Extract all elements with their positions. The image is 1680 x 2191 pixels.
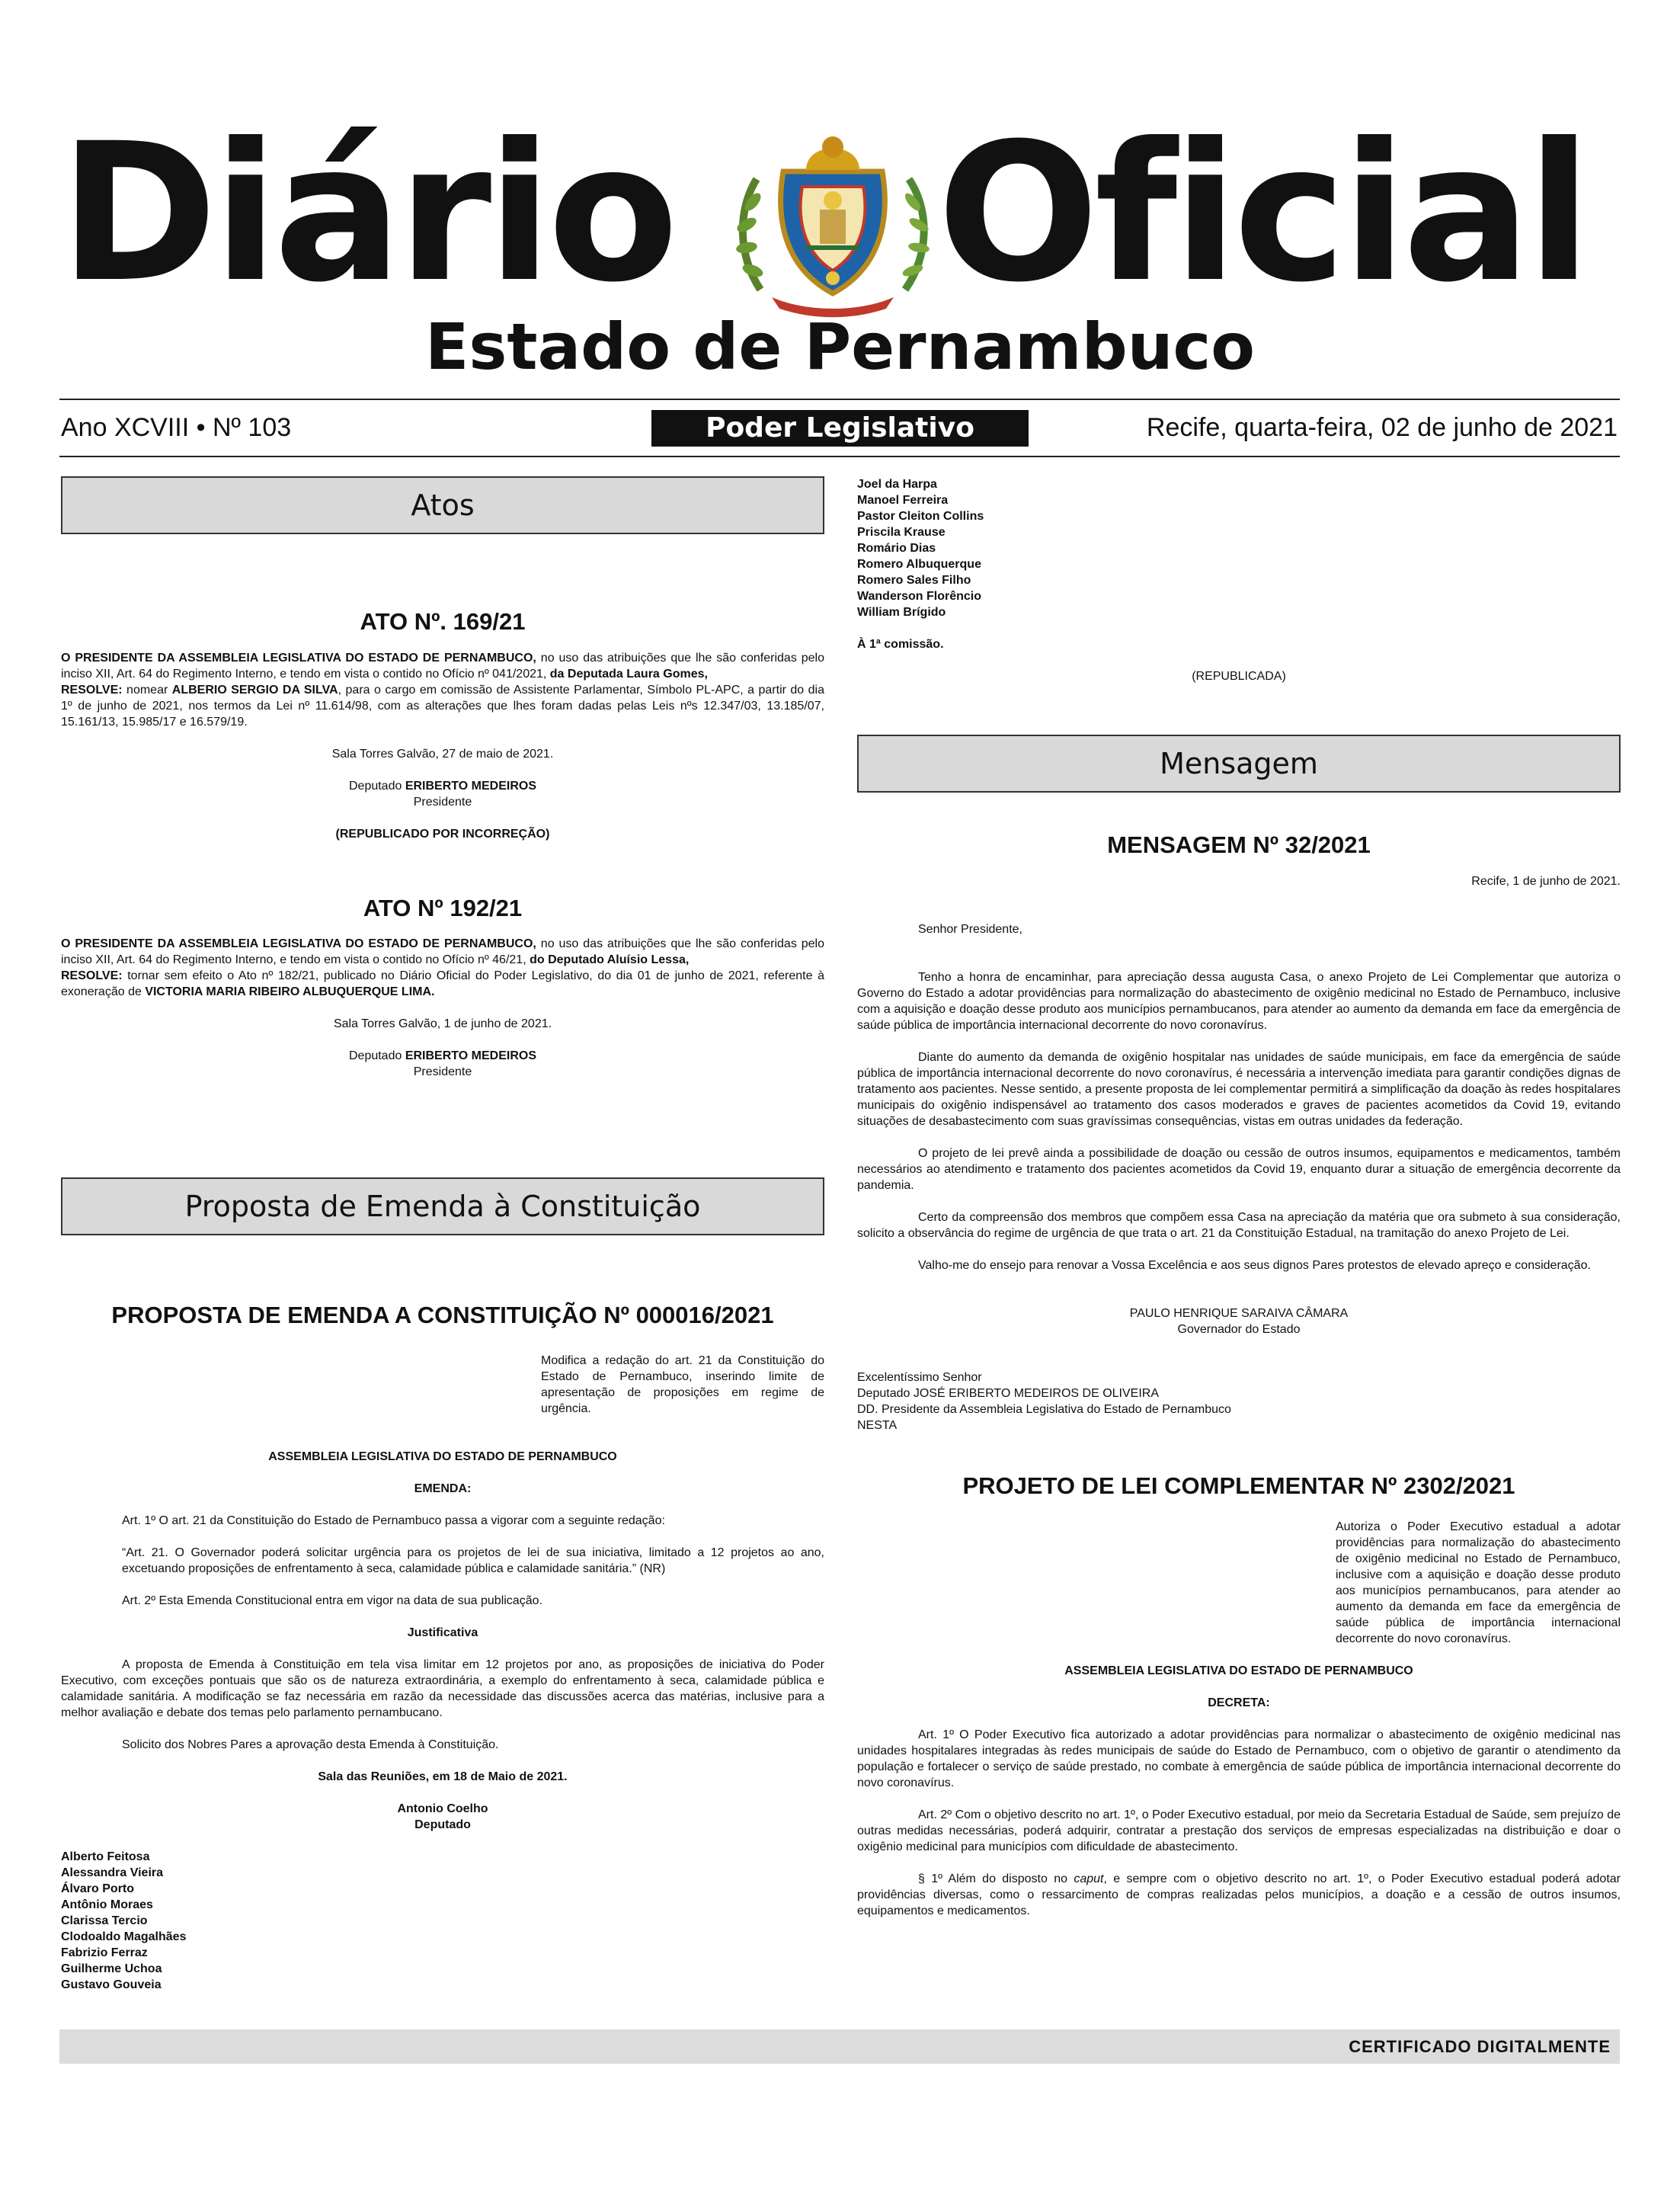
pec-justificativa: A proposta de Emenda à Constituição em tela visa limitar em 12 projetos por ano, as proposições de iniciativa do Poder Executivo, com exceções pontuais que são os de natureza extraordinária, a exemplo do enfrentamento à seca, calamidade pública e calamidade sanitária. A modificação se faz necessária em razão da necessidade das discussões acerca das matérias, inclusive para a melhor avaliação e debate dos temas pelo parlamento pernambucano. bbox=[61, 1658, 824, 1719]
pec-sala: Sala das Reuniões, em 18 de Maio de 2021. bbox=[318, 1770, 568, 1783]
masthead bbox=[59, 102, 1621, 324]
mensagem-title: MENSAGEM Nº 32/2021 bbox=[1107, 831, 1371, 858]
ato-169-preamble: O PRESIDENTE DA ASSEMBLEIA LEGISLATIVA DO ESTADO DE PERNAMBUCO, no uso das atribuições que lhe são conferidas pelo inciso XII, Art. 64 do Regimento Interno, e tendo em vista o contido no Ofício nº 041/2021, da Deputada Laura Gomes, bbox=[61, 652, 825, 681]
list-item: Guilherme Uchoa bbox=[61, 1962, 162, 1975]
issue-number: Ano XCVIII • Nº 103 bbox=[61, 413, 292, 442]
pec-cosigners-list-b bbox=[857, 476, 1621, 620]
list-item: NESTA bbox=[857, 1419, 898, 1432]
list-item: Priscila Krause bbox=[857, 526, 946, 539]
pec-art1: Art. 1º O art. 21 da Constituição do Estado de Pernambuco passa a vigorar com a seguinte redação: bbox=[122, 1514, 665, 1527]
ato-192-signer-role: Presidente bbox=[413, 1065, 472, 1078]
mensagem-governor: PAULO HENRIQUE SARAIVA CÂMARA bbox=[1129, 1307, 1349, 1320]
mensagem-governor-role: Governador do Estado bbox=[1177, 1323, 1301, 1336]
ato-169-resolve: RESOLVE: nomear ALBERIO SERGIO DA SILVA, para o cargo em comissão de Assistente Parlamentar, Símbolo PL-APC, a partir do dia 1º de junho de 2021, nos termos da Lei nº 11.614/98, com as alterações que lhes foram dadas pelas Leis nºs 12.347/03, 13.185/07, 15.161/13, 15.985/17 e 16.579/19. bbox=[61, 684, 825, 729]
pec-cosigners-list-a bbox=[61, 1849, 824, 1993]
list-item: Clodoaldo Magalhães bbox=[61, 1930, 187, 1943]
section-header-mensagem: Mensagem bbox=[857, 735, 1621, 793]
pec-title: PROPOSTA DE EMENDA A CONSTITUIÇÃO Nº 000016/2021 bbox=[111, 1302, 774, 1328]
right-column bbox=[857, 476, 1621, 1919]
list-item: Romero Sales Filho bbox=[857, 574, 971, 587]
masthead-title-right: Oficial bbox=[937, 102, 1588, 324]
pec-assembly: ASSEMBLEIA LEGISLATIVA DO ESTADO DE PERNAMBUCO bbox=[268, 1450, 617, 1463]
masthead-subtitle: Estado de Pernambuco bbox=[424, 309, 1256, 384]
list-item: Romero Albuquerque bbox=[857, 558, 981, 571]
pec-author-role: Deputado bbox=[414, 1818, 471, 1831]
list-item: Wanderson Florêncio bbox=[857, 590, 981, 603]
state-coat-of-arms-icon bbox=[730, 126, 936, 320]
ato-192-resolve: RESOLVE: tornar sem efeito o Ato nº 182/21, publicado no Diário Oficial do Poder Legislativo, do dia 01 de junho de 2021, referente à exoneração de VICTORIA MARIA RIBEIRO ALBUQUERQUE LIMA. bbox=[61, 969, 824, 998]
list-item: Pastor Cleiton Collins bbox=[857, 510, 984, 523]
left-column bbox=[61, 476, 824, 1993]
list-item: Manoel Ferreira bbox=[857, 494, 949, 507]
list-item: William Brígido bbox=[857, 606, 946, 619]
dateline: Recife, quarta-feira, 02 de junho de 2021 bbox=[1146, 413, 1618, 442]
branch-banner: Poder Legislativo bbox=[651, 410, 1029, 447]
list-item: Romário Dias bbox=[857, 542, 936, 555]
list-item: Clarissa Tercio bbox=[61, 1914, 148, 1927]
pec-quote: “Art. 21. O Governador poderá solicitar urgência para os projetos de lei de sua iniciativa, limitado a 12 projetos ao ano, excetuando proposições de enfrentamento à seca, calamidade pública e calamidade sanitária.” (NR) bbox=[122, 1546, 824, 1575]
list-item: Antônio Moraes bbox=[61, 1898, 153, 1911]
mensagem-date: Recife, 1 de junho de 2021. bbox=[1471, 875, 1621, 888]
footer-bar bbox=[59, 2029, 1620, 2064]
masthead-title-left: Diário bbox=[59, 102, 674, 324]
list-item: DD. Presidente da Assembleia Legislativa do Estado de Pernambuco bbox=[857, 1403, 1231, 1416]
plc-assembly: ASSEMBLEIA LEGISLATIVA DO ESTADO DE PERNAMBUCO bbox=[1064, 1664, 1413, 1677]
pec-justificativa-label: Justificativa bbox=[407, 1626, 478, 1639]
list-item: Álvaro Porto bbox=[61, 1882, 135, 1895]
list-item: Joel da Harpa bbox=[857, 478, 937, 491]
mensagem-p5: Valho-me do ensejo para renovar a Vossa Excelência e aos seus dignos Pares protestos de elevado apreço e consideração. bbox=[918, 1259, 1591, 1272]
masthead-top-rule bbox=[59, 399, 1620, 400]
ato-169-title: ATO Nº. 169/21 bbox=[360, 608, 526, 635]
ato-169-signer: Deputado ERIBERTO MEDEIROS bbox=[348, 780, 536, 793]
ato-192-title: ATO Nº 192/21 bbox=[363, 895, 523, 921]
mensagem-salutation: Senhor Presidente, bbox=[918, 923, 1022, 936]
pec-emenda-label: EMENDA: bbox=[414, 1482, 472, 1495]
plc-decreta: DECRETA: bbox=[1208, 1696, 1270, 1709]
list-item: Alessandra Vieira bbox=[61, 1866, 164, 1879]
plc-paragraph-1: § 1º Além do disposto no caput, e sempre com o objetivo descrito no art. 1º, o Poder Executivo estadual poderá adotar providências diversas, como o ressarcimento de compras realizadas pelos municípios, a doação e a cessão de outros insumos, equipamentos e medicamentos. bbox=[857, 1872, 1621, 1917]
mensagem-p3: O projeto de lei prevê ainda a possibilidade de doação ou cessão de outros insumos, equipamentos e medicamentos, também necessários ao atendimento e tratamento dos pacientes acometidos da Covid 19, enquanto durar a situação de emergência decorrente da pandemia. bbox=[857, 1147, 1621, 1192]
list-item: Alberto Feitosa bbox=[61, 1850, 150, 1863]
section-header-atos: Atos bbox=[61, 476, 824, 534]
pec-comissao: À 1ª comissão. bbox=[857, 638, 944, 651]
list-item: Fabrizio Ferraz bbox=[61, 1946, 148, 1959]
pec-solicito: Solicito dos Nobres Pares a aprovação desta Emenda à Constituição. bbox=[122, 1738, 499, 1751]
mensagem-p1: Tenho a honra de encaminhar, para apreciação dessa augusta Casa, o anexo Projeto de Lei Complementar que autoriza o Governo do Estado a adotar providências para normalização do abastecimento de oxigênio medicinal no Estado de Pernambuco, inclusive com a aquisição e doação desse produto aos municípios pernambucanos, para atender ao aumento da demanda em face da emergência de saúde pública de importância internacional decorrente do novo coronavírus. bbox=[857, 971, 1621, 1032]
section-header-pec: Proposta de Emenda à Constituição bbox=[61, 1177, 824, 1235]
ato-169-place-date: Sala Torres Galvão, 27 de maio de 2021. bbox=[331, 748, 554, 761]
ato-169-signer-role: Presidente bbox=[413, 796, 472, 809]
pec-republicada: (REPUBLICADA) bbox=[1192, 670, 1286, 683]
list-item: Deputado JOSÉ ERIBERTO MEDEIROS DE OLIVEIRA bbox=[857, 1387, 1159, 1400]
mensagem-p2: Diante do aumento da demanda de oxigênio hospitalar nas unidades de saúde municipais, em face da emergência de saúde pública de importância internacional decorrente do novo coronavírus, é necessária a intervenção imediata para garantir condições dignas de tratamento aos pacientes. Nesse sentido, a presente proposta de lei complementar permitirá a simplificação da doação às redes hospitalares municipais do oxigênio indispensável ao tratamento dos casos moderados e graves de pacientes acometidos da Covid 19, evitando situações de desabastecimento com suas gravíssimas consequências, vistas em outras unidades da federação. bbox=[857, 1051, 1621, 1128]
plc-title: PROJETO DE LEI COMPLEMENTAR Nº 2302/2021 bbox=[962, 1472, 1515, 1499]
pec-author: Antonio Coelho bbox=[397, 1802, 488, 1815]
certified-digitally-label: CERTIFICADO DIGITALMENTE bbox=[1349, 2037, 1611, 2056]
list-item: Gustavo Gouveia bbox=[61, 1978, 162, 1991]
ato-192-signer: Deputado ERIBERTO MEDEIROS bbox=[348, 1049, 536, 1062]
pec-ementa: Modifica a redação do art. 21 da Constituição do Estado de Pernambuco, inserindo limite de apresentação de proposições em regime de urgência. bbox=[541, 1354, 824, 1415]
plc-art2: Art. 2º Com o objetivo descrito no art. 1º, o Poder Executivo estadual, por meio da Secretaria Estadual de Saúde, sem prejuízo de outras medidas necessárias, poderá adquirir, contratar a prestação dos serviços de empresas especializadas na distribuição e doar o oxigênio medicinal para municípios com dificuldade de abastecimento. bbox=[857, 1808, 1621, 1853]
pec-art2: Art. 2º Esta Emenda Constitucional entra em vigor na data de sua publicação. bbox=[122, 1594, 542, 1607]
ato-192-place-date: Sala Torres Galvão, 1 de junho de 2021. bbox=[333, 1017, 552, 1030]
ato-169-note: (REPUBLICADO POR INCORREÇÃO) bbox=[335, 828, 550, 841]
plc-art1: Art. 1º O Poder Executivo fica autorizado a adotar providências para normalizar o abastecimento de oxigênio medicinal nas unidades hospitalares integradas às redes municipais de saúde do Estado de Pernambuco, com o objetivo de garantir o atendimento da população e fortalecer o serviço de saúde prestado, no combate à emergência de saúde pública de importância internacional decorrente do novo coronavírus. bbox=[857, 1728, 1621, 1789]
ato-192-preamble: O PRESIDENTE DA ASSEMBLEIA LEGISLATIVA DO ESTADO DE PERNAMBUCO, no uso das atribuições que lhe são conferidas pelo inciso XII, Art. 64 do Regimento Interno, e tendo em vista o contido no Ofício nº 46/21, do Deputado Aluísio Lessa, bbox=[61, 937, 825, 966]
plc-ementa: Autoriza o Poder Executivo estadual a adotar providências para normalização do abastecimento de oxigênio medicinal no Estado de Pernambuco, inclusive com a aquisição e doação desse produto aos municípios pernambucanos, para atender ao aumento da demanda em face da emergência de saúde pública de importância internacional decorrente do novo coronavírus. bbox=[1336, 1520, 1621, 1645]
mensagem-p4: Certo da compreensão dos membros que compõem essa Casa na apreciação da matéria que ora submeto à sua consideração, solicito a observância do regime de urgência de que trata o art. 21 da Constituição Estadual, na tramitação do anexo Projeto de Lei. bbox=[857, 1211, 1621, 1240]
masthead-bottom-rule bbox=[59, 456, 1620, 457]
mensagem-addressee bbox=[857, 1369, 1621, 1433]
list-item: Excelentíssimo Senhor bbox=[857, 1371, 982, 1384]
